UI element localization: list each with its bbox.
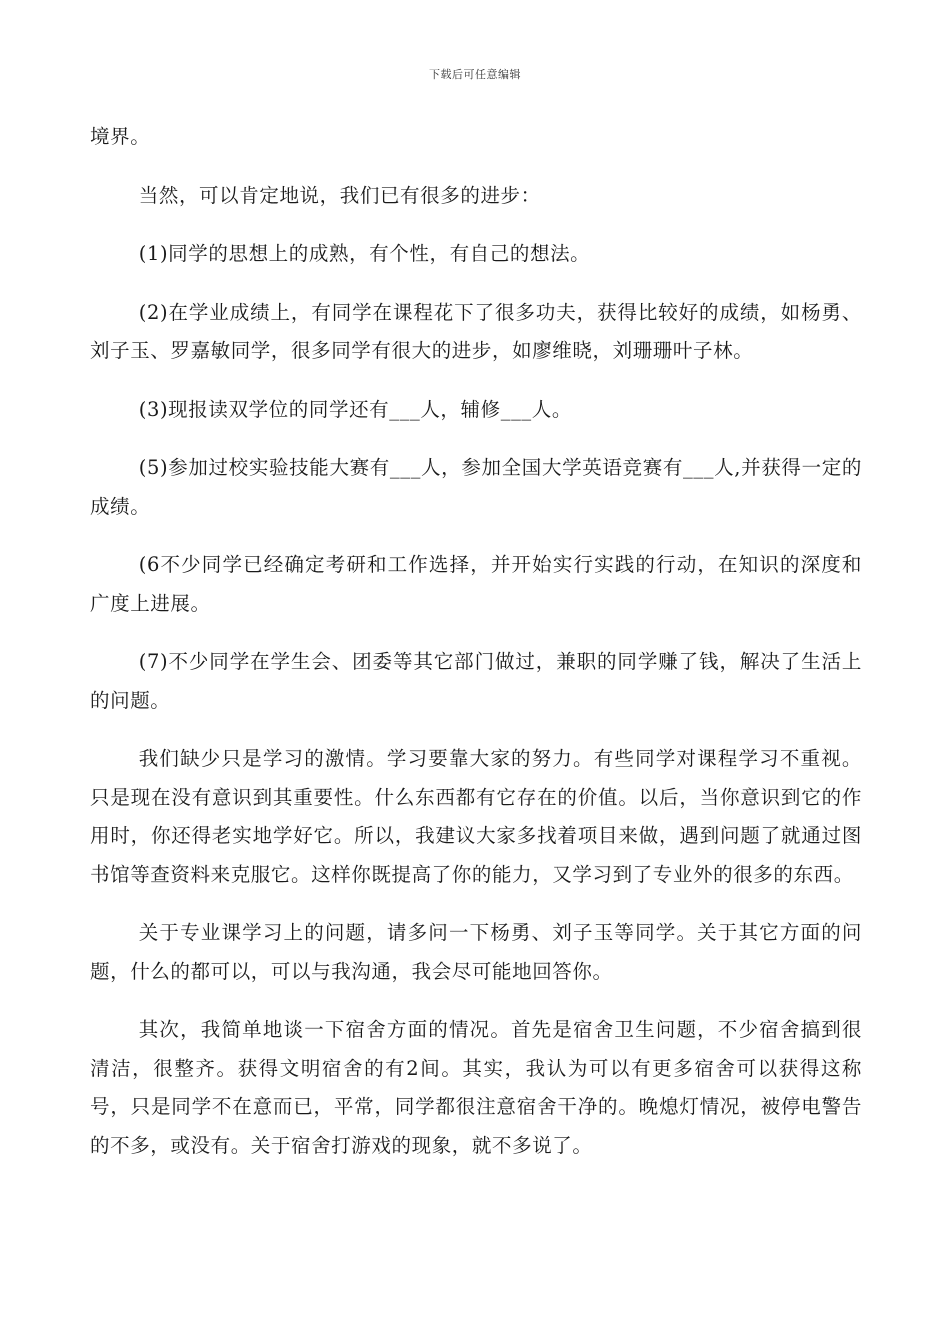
paragraph-5: (3)现报读双学位的同学还有___人，辅修___人。 <box>138 397 572 421</box>
paragraph-3: (1)同学的思想上的成熟，有个性，有自己的想法。 <box>138 242 591 265</box>
document-body <box>90 118 862 1185</box>
paragraph-1: 境界。 <box>90 125 151 148</box>
paragraph-11: 其次，我简单地谈一下宿舍方面的情况。首先是宿舍卫生问题，不少宿舍搞到很清洁，很整齐。获得文明宿舍的有2间。其实，我认为可以有更多宿舍可以获得这称号，只是同学不在意而已，平常，同学都很注意宿舍干净的。晚熄灯情况，被停电警告的不多，或没有。关于宿舍打游戏的现象，就不多说了。 <box>90 1018 862 1157</box>
paragraph-10: 关于专业课学习上的问题，请多问一下杨勇、刘子玉等同学。关于其它方面的问题，什么的都可以，可以与我沟通，我会尽可能地回答你。 <box>90 921 862 983</box>
paragraph-9: 我们缺少只是学习的激情。学习要靠大家的努力。有些同学对课程学习不重视。只是现在没有意识到其重要性。什么东西都有它存在的价值。以后，当你意识到它的作用时，你还得老实地学好它。所以，我建议大家多找着项目来做，遇到问题了就通过图书馆等查资料来克服它。这样你既提高了你的能力，又学习到了专业外的很多的东西。 <box>90 747 862 886</box>
page-header: 下载后可任意编辑 <box>429 68 521 81</box>
paragraph-6: (5)参加过校实验技能大赛有___人，参加全国大学英语竞赛有___人,并获得一定的成绩。 <box>90 456 862 518</box>
paragraph-4: (2)在学业成绩上，有同学在课程花下了很多功夫，获得比较好的成绩，如杨勇、刘子玉、罗嘉敏同学，很多同学有很大的进步，如廖维晓，刘珊珊叶子林。 <box>90 300 862 362</box>
paragraph-7: (6不少同学已经确定考研和工作选择，并开始实行实践的行动，在知识的深度和广度上进展。 <box>90 553 862 615</box>
paragraph-2: 当然，可以肯定地说，我们已有很多的进步： <box>138 183 541 207</box>
paragraph-8: (7)不少同学在学生会、团委等其它部门做过，兼职的同学赚了钱，解决了生活上的问题。 <box>90 650 862 712</box>
